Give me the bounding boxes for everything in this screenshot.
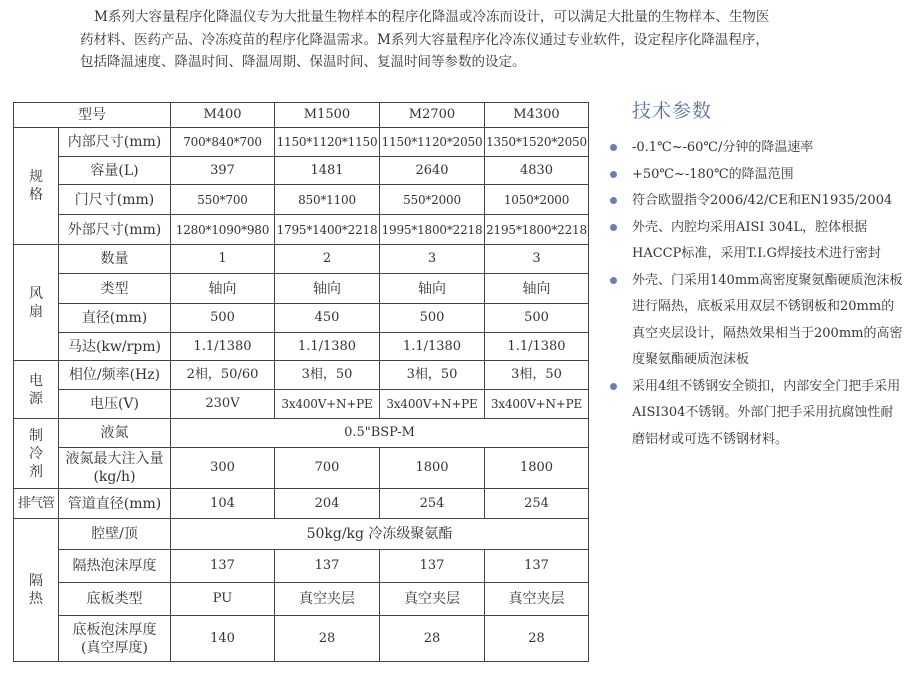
row-label: 数量: [59, 245, 171, 274]
table-row: [14, 419, 589, 448]
table-row: [14, 274, 589, 304]
list-item-text: 外壳、门采用140mm高密度聚氨酯硬质泡沫板进行隔热，底板采用双层不锈钢板和20mm的真空夹层设计，隔热效果相当于200mm的高密度聚氨酯硬质泡沫板: [632, 272, 903, 367]
row-label: 直径(mm): [59, 304, 171, 333]
table-cell: 3相，50: [275, 361, 380, 390]
row-label: 外部尺寸(mm): [59, 215, 171, 245]
table-cell: 28: [380, 616, 485, 662]
table-cell: 1800: [485, 448, 589, 489]
row-label: 底板类型: [59, 583, 171, 616]
table-cell: 1800: [380, 448, 485, 489]
intro-line-2: 药材料、医药产品、冷冻疫苗的程序化降温需求。M系列大容量程序化冷冻仪通过专业软件，设定程序化降温程序，: [80, 31, 769, 48]
table-row: [14, 215, 589, 245]
table-cell: 700: [275, 448, 380, 489]
table-cell: 254: [380, 489, 485, 519]
table-cell: 轴向: [275, 274, 380, 304]
table-cell: 1150*1120*2050: [380, 128, 485, 157]
row-label: 门尺寸(mm): [59, 185, 171, 215]
table-cell: 137: [380, 550, 485, 583]
table-cell: 550*2000: [380, 185, 485, 215]
table-cell: 2640: [380, 157, 485, 185]
list-item-text: 外壳、内腔均采用AISI 304L，腔体根据HACCP标准，采用T.I.G焊接技术进行密封: [632, 219, 881, 261]
table-cell: 轴向: [380, 274, 485, 304]
table-cell: 0.5"BSP-M: [171, 419, 589, 448]
list-item: [606, 215, 906, 268]
header-model: M4300: [485, 103, 589, 128]
list-item: [606, 162, 906, 189]
group-exhaust: 排气管: [14, 489, 59, 519]
bullet-icon: [610, 383, 617, 390]
table-cell: 3相，50: [380, 361, 485, 390]
group-fan: 风 扇: [14, 245, 59, 361]
table-cell: 254: [485, 489, 589, 519]
table-cell: 1.1/1380: [171, 333, 275, 361]
table-cell: 700*840*700: [171, 128, 275, 157]
table-cell: 230V: [171, 390, 275, 419]
group-refrigerant: 制 冷 剂: [14, 419, 59, 489]
header-model: M1500: [275, 103, 380, 128]
spec-table: [13, 102, 589, 662]
table-cell: 3: [380, 245, 485, 274]
table-cell: 2195*1800*2218: [485, 215, 589, 245]
row-label: 液氮最大注入量 (kg/h): [59, 448, 171, 489]
table-cell: 137: [171, 550, 275, 583]
table-cell: 1150*1120*1150: [275, 128, 380, 157]
row-label: 内部尺寸(mm): [59, 128, 171, 157]
table-cell: 28: [485, 616, 589, 662]
row-label: 相位/频率(Hz): [59, 361, 171, 390]
table-row: [14, 616, 589, 662]
table-row: [14, 361, 589, 390]
table-row: [14, 304, 589, 333]
table-cell: 2: [275, 245, 380, 274]
table-cell: 397: [171, 157, 275, 185]
table-row: [14, 128, 589, 157]
table-row: [14, 245, 589, 274]
bullet-icon: [610, 197, 617, 204]
table-cell: 4830: [485, 157, 589, 185]
table-row: [14, 519, 589, 550]
table-row: [14, 489, 589, 519]
table-cell: 28: [275, 616, 380, 662]
tech-params-title: 技术参数: [632, 100, 713, 122]
table-cell: 3x400V+N+PE: [485, 390, 589, 419]
intro-line-1: M系列大容量程序化降温仪专为大批量生物样本的程序化降温或冷冻而设计，可以满足大批量的生物样本、生物医: [94, 9, 770, 25]
table-cell: 204: [275, 489, 380, 519]
table-cell: 850*1100: [275, 185, 380, 215]
table-cell: 140: [171, 616, 275, 662]
row-label: 隔热泡沫厚度: [59, 550, 171, 583]
table-cell: 1481: [275, 157, 380, 185]
table-row: [14, 333, 589, 361]
table-cell: 1.1/1380: [380, 333, 485, 361]
table-row: [14, 550, 589, 583]
table-cell: 3: [485, 245, 589, 274]
table-cell: 1350*1520*2050: [485, 128, 589, 157]
table-cell: 1.1/1380: [275, 333, 380, 361]
row-label: 管道直径(mm): [59, 489, 171, 519]
table-cell: 3相，50: [485, 361, 589, 390]
table-cell: 轴向: [485, 274, 589, 304]
group-spec: 规 格: [14, 128, 59, 245]
intro-paragraph: [80, 6, 860, 74]
table-cell: 1280*1090*980: [171, 215, 275, 245]
list-item: [606, 268, 906, 374]
table-row: [14, 185, 589, 215]
row-label: 容量(L): [59, 157, 171, 185]
table-cell: 500: [171, 304, 275, 333]
tech-params-panel: [606, 96, 906, 453]
intro-line-3: 包括降温速度、降温时间、降温周期、保温时间、复温时间等参数的设定。: [80, 54, 526, 70]
table-cell: 137: [275, 550, 380, 583]
table-cell: 真空夹层: [485, 583, 589, 616]
table-cell: 1: [171, 245, 275, 274]
table-cell: 1.1/1380: [485, 333, 589, 361]
table-cell: 真空夹层: [275, 583, 380, 616]
table-row: [14, 390, 589, 419]
row-label: 底板泡沫厚度 (真空厚度): [59, 616, 171, 662]
list-item: [606, 374, 906, 454]
table-cell: 450: [275, 304, 380, 333]
table-cell: 1795*1400*2218: [275, 215, 380, 245]
table-cell: 2相，50/60: [171, 361, 275, 390]
header-model: M400: [171, 103, 275, 128]
bullet-icon: [610, 224, 617, 231]
table-cell: 500: [380, 304, 485, 333]
table-cell: 550*700: [171, 185, 275, 215]
row-label: 类型: [59, 274, 171, 304]
list-item: [606, 135, 906, 162]
list-item-text: 采用4组不锈钢安全锁扣，内部安全门把手采用AISI304不锈钢。外部门把手采用抗腐蚀性耐磨铝材或可选不锈钢材料。: [632, 378, 901, 447]
table-row: [14, 157, 589, 185]
row-label: 腔壁/顶: [59, 519, 171, 550]
table-row: [14, 583, 589, 616]
table-cell: 500: [485, 304, 589, 333]
table-cell: 104: [171, 489, 275, 519]
header-model-label: 型号: [14, 103, 171, 128]
table-header-row: [14, 103, 589, 128]
row-label: 电压(V): [59, 390, 171, 419]
group-power: 电 源: [14, 361, 59, 419]
table-cell: 50kg/kg 冷冻级聚氨酯: [171, 519, 589, 550]
list-item-text: -0.1℃~-60℃/分钟的降温速率: [632, 140, 814, 155]
tech-params-list: [606, 135, 906, 453]
bullet-icon: [610, 171, 617, 178]
list-item: [606, 188, 906, 215]
bullet-icon: [610, 144, 617, 151]
table-cell: 300: [171, 448, 275, 489]
table-cell: PU: [171, 583, 275, 616]
list-item-text: 符合欧盟指令2006/42/CE和EN1935/2004: [632, 193, 893, 208]
row-label: 马达(kw/rpm): [59, 333, 171, 361]
bullet-icon: [610, 277, 617, 284]
list-item-text: +50℃~-180℃的降温范围: [632, 166, 794, 182]
group-insulation: 隔 热: [14, 519, 59, 662]
table-cell: 137: [485, 550, 589, 583]
table-cell: 3x400V+N+PE: [275, 390, 380, 419]
table-row: [14, 448, 589, 489]
table-cell: 1050*2000: [485, 185, 589, 215]
row-label: 液氮: [59, 419, 171, 448]
header-model: M2700: [380, 103, 485, 128]
table-cell: 1995*1800*2218: [380, 215, 485, 245]
table-cell: 3x400V+N+PE: [380, 390, 485, 419]
table-cell: 真空夹层: [380, 583, 485, 616]
table-cell: 轴向: [171, 274, 275, 304]
